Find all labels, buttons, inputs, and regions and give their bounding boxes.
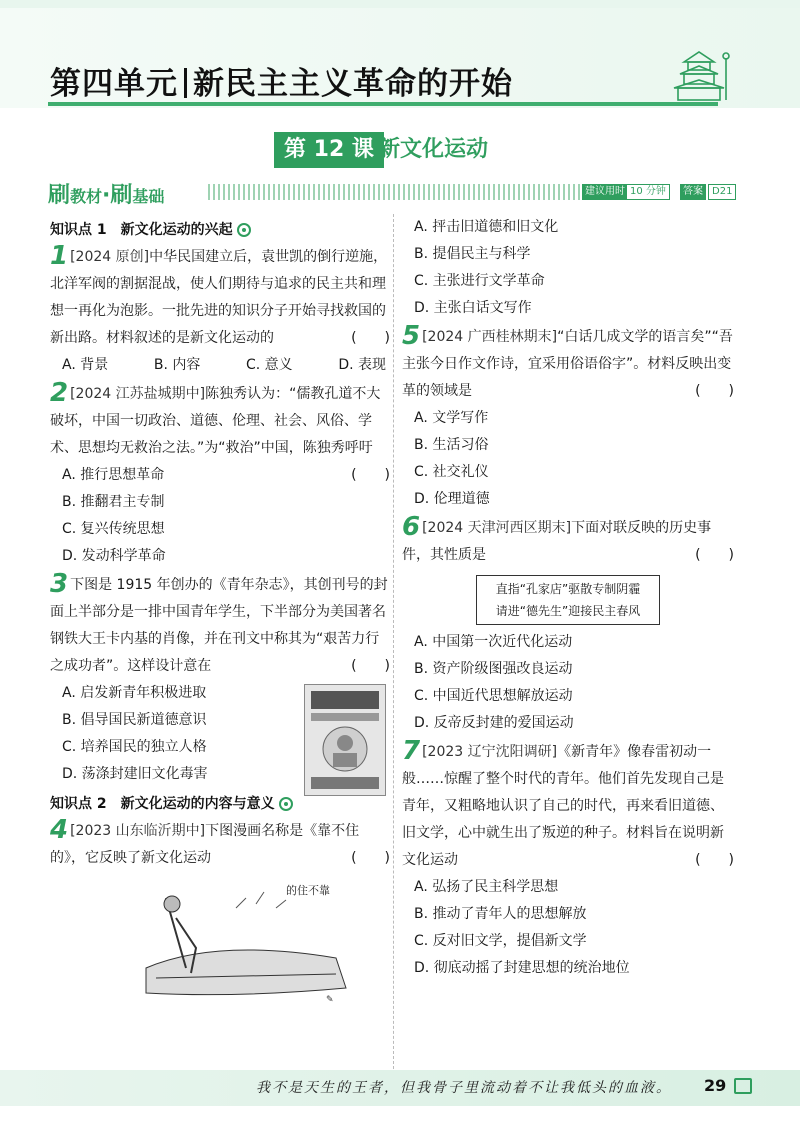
- question-number: 4: [50, 815, 69, 845]
- unit-title: [50, 58, 513, 103]
- option-b[interactable]: B. 资产阶级图强改良运动: [414, 661, 573, 677]
- question-source: [2024 江苏盐城期中]: [70, 386, 206, 402]
- question-number: 7: [402, 736, 421, 766]
- header-stripe: [0, 0, 800, 8]
- target-icon: [279, 797, 293, 811]
- question-number: 1: [50, 241, 69, 271]
- brush-char: 刷: [110, 183, 133, 208]
- question-source: [2024 原创]: [70, 249, 150, 265]
- option-d[interactable]: D. 荡涤封建旧文化毒害: [62, 766, 208, 782]
- options-row: [50, 352, 390, 379]
- lesson-number-badge: 第 12 课: [274, 132, 384, 168]
- question-stem: 中华民国建立后，袁世凯的倒行逆施，北洋军阀的割据混战，使人们期待与追求的民主共和理想一再化为泡影。一批先进的知识分子开始寻找救国的新出路。材料叙述的是新文化运动的: [50, 249, 388, 346]
- brush-sub: 教材: [70, 187, 103, 206]
- option-b[interactable]: B. 内容: [153, 357, 201, 373]
- answer-blank[interactable]: ( ): [351, 330, 390, 346]
- question-3-block: [50, 569, 390, 788]
- answer-label: 答案: [680, 184, 706, 200]
- banner-stripes: [208, 184, 580, 200]
- option-d[interactable]: D. 发动科学革命: [62, 548, 166, 564]
- option-b[interactable]: B. 提倡民主与科学: [414, 246, 531, 262]
- answer-blank[interactable]: ( ): [695, 852, 734, 868]
- brush-char: 刷: [48, 183, 71, 208]
- temple-icon: [664, 48, 734, 104]
- option-d[interactable]: D. 伦理道德: [414, 491, 490, 507]
- cartoon-caption: 的住不靠: [286, 884, 330, 897]
- couplet-box: [476, 575, 660, 625]
- question-source: [2023 山东临沂期中]: [70, 823, 206, 839]
- unit-label: 第四单元: [50, 66, 178, 102]
- option-b[interactable]: B. 倡导国民新道德意识: [62, 712, 207, 728]
- question-stem: 陈独秀认为：“儒教孔道不大破坏，中国一切政治、道德、伦理、社会、风俗、学术、思想均无救治之法。”为“救治”中国，陈独秀呼吁: [50, 386, 381, 456]
- option-a[interactable]: A. 弘扬了民主科学思想: [414, 879, 559, 895]
- option-c[interactable]: C. 意义: [246, 357, 293, 373]
- couplet-line: 直指“孔家店”驱散专制阴霾: [495, 582, 641, 596]
- answer-blank[interactable]: ( ): [695, 383, 734, 399]
- lesson-title: 新文化运动: [378, 137, 489, 162]
- footer-motto: 我不是天生的王者，但我骨子里流动着不让我低头的血液。: [256, 1080, 672, 1096]
- page-number: 29: [704, 1076, 727, 1095]
- question-5: [402, 321, 734, 405]
- question-3: [50, 569, 390, 680]
- unit-name: 新民主主义革命的开始: [193, 66, 513, 102]
- section-banner-title: [48, 178, 164, 209]
- option-a[interactable]: A. 中国第一次近代化运动: [414, 634, 573, 650]
- question-source: [2024 广西桂林期末]: [422, 329, 558, 345]
- header-underline: [48, 102, 718, 106]
- left-column: [50, 214, 390, 1012]
- option-b[interactable]: B. 推翻君主专制: [62, 494, 165, 510]
- brush-sub: 基础: [132, 187, 165, 206]
- question-6: [402, 512, 734, 569]
- question-source: [2023 辽宁沈阳调研]: [422, 744, 558, 760]
- option-a[interactable]: A. 推行思想革命: [62, 467, 165, 483]
- question-stem: 下图是 1915 年创办的《青年杂志》，其创刊号的封面上半部分是一排中国青年学生，下半部分为美国著名钢铁大王卡内基的肖像，并在刊文中称其为“艰苦力行之成功者”。这样设计意在: [50, 577, 388, 674]
- banner-dot: ·: [102, 183, 111, 208]
- option-a[interactable]: A. 背景: [62, 357, 109, 373]
- question-stem: 《新青年》像春雷初动一般……惊醒了整个时代的青年。他们首先发现自己是青年，又粗略地认识了自己的时代，再来看旧道德、旧文学，心中就生出了叛逆的种子。材料旨在说明新文化运动: [402, 744, 724, 868]
- answer-blank[interactable]: ( ): [351, 658, 390, 674]
- option-a[interactable]: A. 文学写作: [414, 410, 489, 426]
- option-c[interactable]: C. 反对旧文学，提倡新文学: [414, 933, 587, 949]
- question-7: [402, 736, 734, 874]
- answer-blank[interactable]: ( ): [695, 547, 734, 563]
- option-b[interactable]: B. 生活习俗: [414, 437, 489, 453]
- option-a[interactable]: A. 抨击旧道德和旧文化: [414, 219, 559, 235]
- answer-blank[interactable]: ( ): [351, 467, 390, 483]
- title-divider: [184, 68, 187, 98]
- question-source: [2024 天津河西区期末]: [422, 520, 572, 536]
- suggest-time-value: 10 分钟: [626, 184, 670, 200]
- question-number: 6: [402, 512, 421, 542]
- question-stem: 下面对联反映的历史事件，其性质是: [402, 520, 712, 563]
- question-number: 3: [50, 569, 69, 599]
- book-icon: [734, 1078, 752, 1094]
- option-d[interactable]: D. 表现: [338, 357, 386, 373]
- option-c[interactable]: C. 主张进行文学革命: [414, 273, 545, 289]
- magazine-cover-image: [304, 684, 386, 796]
- knowledge-point-heading: [50, 218, 390, 242]
- question-stem: “白话几成文学的语言矣”“吾主张今日作文作诗，宜采用俗语俗字”。材料反映出变革的领域是: [402, 329, 733, 399]
- svg-text:✎: ✎: [326, 995, 334, 1005]
- question-number: 5: [402, 321, 421, 351]
- target-icon: [237, 223, 251, 237]
- answer-page-link[interactable]: D21: [708, 184, 736, 200]
- option-d[interactable]: D. 反帝反封建的爱国运动: [414, 715, 574, 731]
- option-c[interactable]: C. 复兴传统思想: [62, 521, 165, 537]
- option-d[interactable]: D. 彻底动摇了封建思想的统治地位: [414, 960, 630, 976]
- cartoon-image: [136, 878, 356, 1008]
- question-stem: 下图漫画名称是《靠不住的》，它反映了新文化运动: [50, 823, 360, 866]
- suggest-time-label: 建议用时: [582, 184, 628, 200]
- option-c[interactable]: C. 培养国民的独立人格: [62, 739, 207, 755]
- option-c[interactable]: C. 中国近代思想解放运动: [414, 688, 573, 704]
- question-4: [50, 815, 390, 872]
- option-a[interactable]: A. 启发新青年积极进取: [62, 685, 207, 701]
- option-c[interactable]: C. 社交礼仪: [414, 464, 489, 480]
- option-b[interactable]: B. 推动了青年人的思想解放: [414, 906, 587, 922]
- kp-label: 知识点 1 新文化运动的兴起: [50, 222, 233, 238]
- option-d[interactable]: D. 主张白话文写作: [414, 300, 532, 316]
- kp-label: 知识点 2 新文化运动的内容与意义: [50, 796, 275, 812]
- question-1: [50, 241, 390, 352]
- right-column: [402, 214, 734, 982]
- question-number: 2: [50, 378, 69, 408]
- answer-blank[interactable]: ( ): [351, 850, 390, 866]
- couplet-line: 请进“德先生”迎接民主春风: [495, 604, 641, 618]
- column-divider: [393, 214, 394, 1074]
